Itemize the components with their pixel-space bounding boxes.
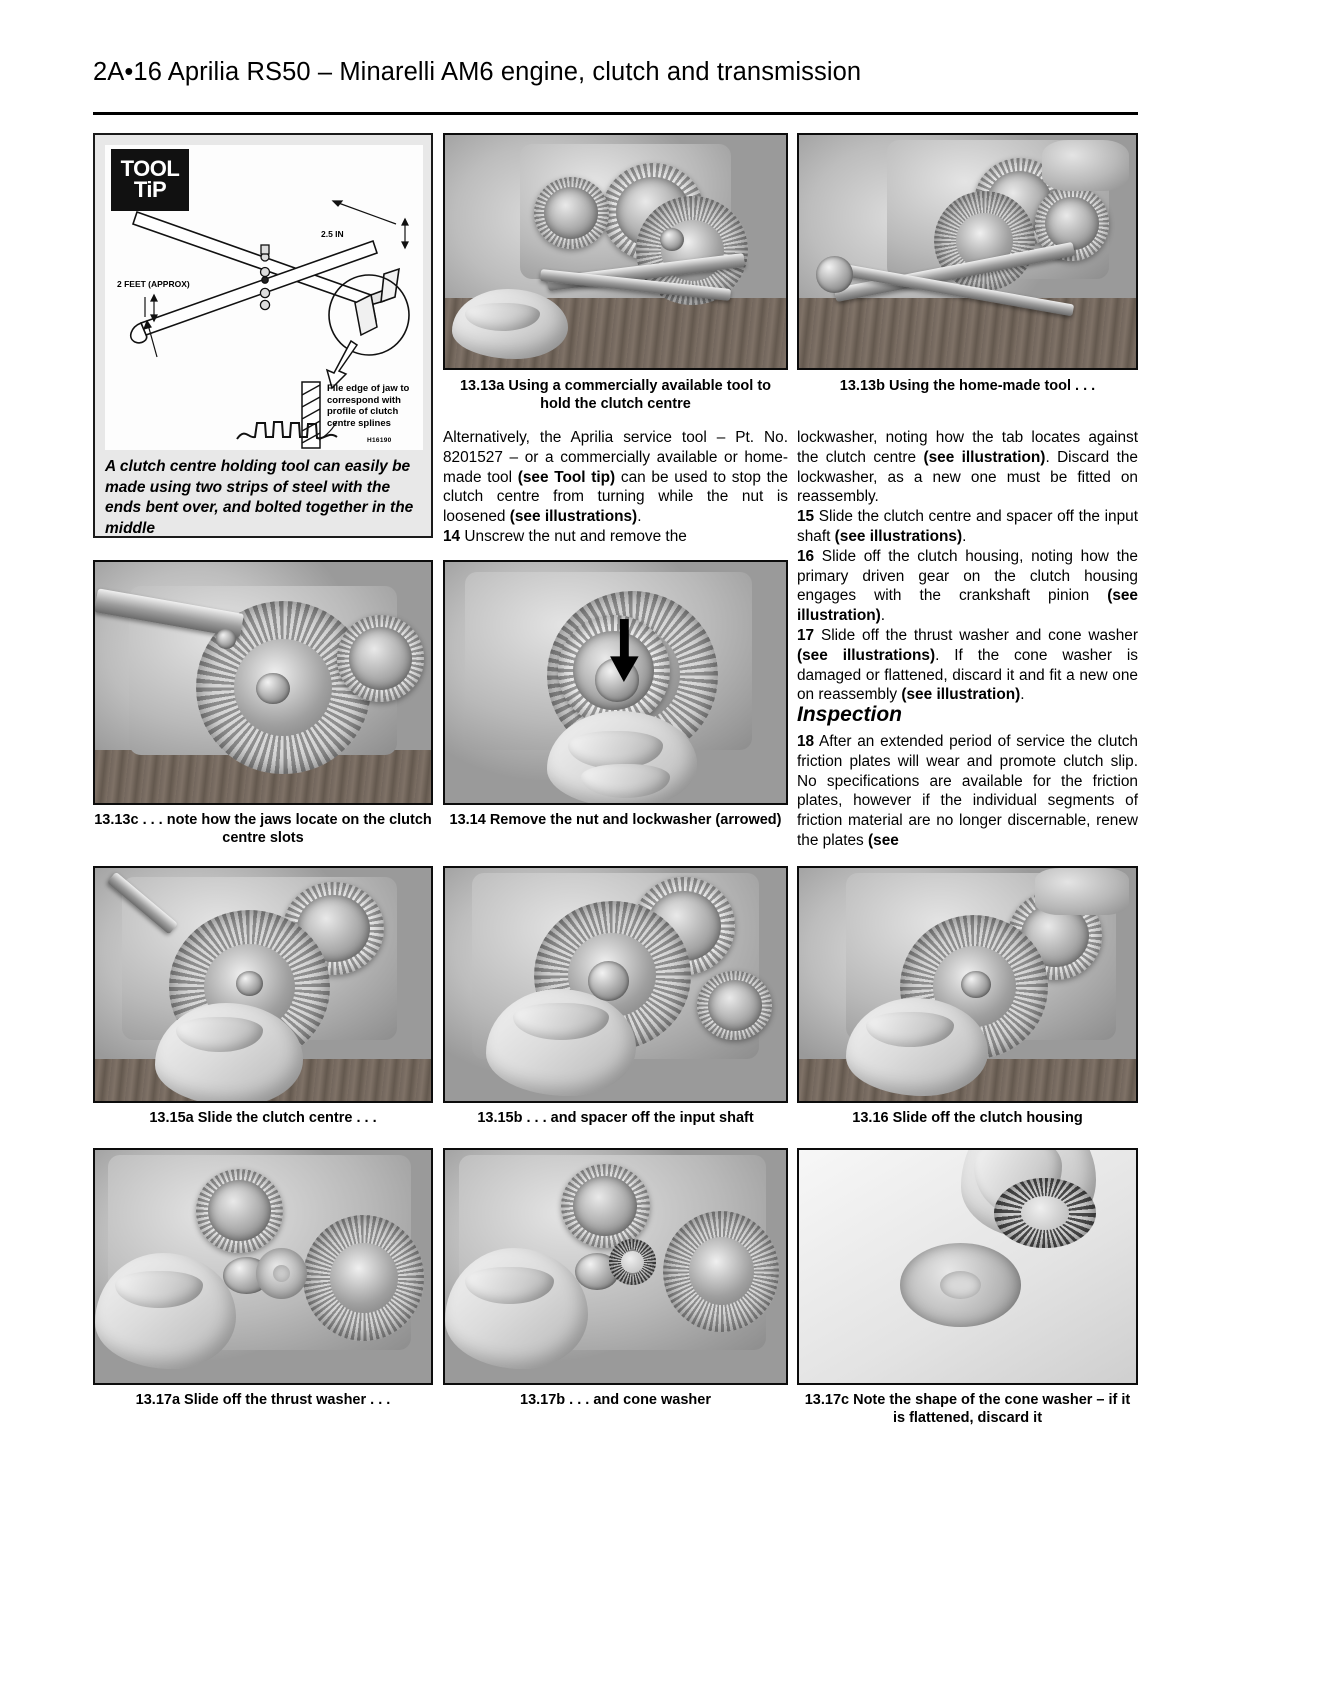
photo-13-17c-scene: [799, 1150, 1136, 1383]
header-divider: [93, 112, 1138, 115]
step-16-text-a: Slide off the clutch housing, noting how the primary driven gear on the clutch housing engages with the crankshaft pinion: [797, 547, 1138, 605]
tool-file-note: File edge of jaw to correspond with profile of clutch centre splines: [327, 383, 410, 429]
photo-13-15b: [443, 866, 788, 1103]
photo-13-17a-scene: [95, 1150, 431, 1383]
alt-text-b: (see Tool tip): [517, 468, 616, 486]
photo-13-16: [797, 866, 1138, 1103]
arrow-13-14: [445, 562, 786, 803]
caption-13-13b: 13.13b Using the home-made tool . . .: [839, 378, 1096, 394]
paragraph-alternatively: [443, 428, 788, 527]
step-15-text-c: .: [962, 527, 967, 545]
photo-13-15b-scene: [445, 868, 786, 1101]
paragraph-step-17: [797, 626, 1138, 705]
cont-text-a: lockwasher, noting how the tab locates against the clutch centre: [797, 429, 1138, 466]
photo-13-13c-scene: [95, 562, 431, 803]
step-17-text-e: .: [1020, 686, 1025, 704]
step-16-text-b: (see illustration): [797, 587, 1138, 625]
step-18-number: 18: [797, 733, 815, 750]
tool-dimension-length: 2 FEET (APPROX): [117, 279, 190, 289]
paragraph-step-18: [797, 732, 1138, 851]
paragraph-step-14: [443, 527, 788, 547]
photo-13-13c: [93, 560, 433, 805]
photo-13-17b-scene: [445, 1150, 786, 1383]
alt-text-a: Alternatively, the Aprilia service tool – Pt. No. 8201527 – or a commercially available or home-made tool: [443, 429, 788, 486]
step-17-text-b: (see illustrations): [797, 646, 936, 664]
step-15-text-a: Slide the clutch centre and spacer off the input shaft: [797, 508, 1138, 545]
photo-13-13b-scene: [799, 135, 1136, 368]
caption-13-17a: 13.17a Slide off the thrust washer . . .: [135, 1392, 391, 1408]
page-header: [93, 58, 1138, 87]
tool-tip-illustration: [105, 145, 423, 450]
step-18-text: After an extended period of service the clutch friction plates will wear and promote clutch slip. No specifications are available for the friction plates, however if the individual segments of friction material are no longer discernable, renew the plates: [797, 733, 1138, 849]
tool-tip-panel: [93, 133, 433, 538]
page-title: 2A•16 Aprilia RS50 – Minarelli AM6 engine, clutch and transmission: [93, 58, 862, 86]
photo-13-15a: [93, 866, 433, 1103]
caption-13-16: 13.16 Slide off the clutch housing: [852, 1110, 1083, 1126]
paragraph-step-16: [797, 547, 1138, 626]
alt-text-c: can be used to stop the clutch centre from turning while the nut is loosened: [443, 468, 788, 526]
caption-13-14: 13.14 Remove the nut and lockwasher (arrowed): [449, 812, 782, 828]
caption-13-15b: 13.15b . . . and spacer off the input shaft: [477, 1110, 754, 1126]
photo-13-15a-scene: [95, 868, 431, 1101]
caption-13-15a: 13.15a Slide the clutch centre . . .: [149, 1110, 377, 1126]
step-15-text-b: (see illustrations): [834, 527, 963, 545]
tool-tip-badge-line1: TOOL: [120, 156, 180, 182]
body-text-right: [797, 428, 1138, 705]
photo-13-17a: [93, 1148, 433, 1385]
figure-reference-code: H16190: [367, 437, 392, 444]
tool-dimension-width: 2.5 IN: [321, 229, 344, 239]
step-16-text-c: .: [880, 607, 886, 625]
caption-13-13a: 13.13a Using a commercially available tool to hold the clutch centre: [459, 378, 772, 412]
photo-13-13b: [797, 133, 1138, 370]
tool-tip-caption: A clutch centre holding tool can easily be made using two strips of steel with the ends bent over, and bolted together in the middle: [105, 458, 414, 537]
alt-text-e: .: [637, 508, 642, 526]
alt-text-d: (see illustrations): [509, 508, 638, 526]
section-heading-inspection: Inspection: [797, 703, 903, 726]
photo-13-16-scene: [799, 868, 1136, 1101]
photo-13-13a: [443, 133, 788, 370]
step-17-text-d: (see illustration): [901, 686, 1021, 704]
paragraph-lockwasher-cont: [797, 428, 1138, 507]
cont-text-b: (see illustration): [923, 448, 1046, 466]
step-16-number: 16: [797, 547, 815, 565]
photo-13-14: [443, 560, 788, 805]
tool-tip-badge-line2: TiP: [133, 177, 167, 202]
paragraph-step-15: [797, 507, 1138, 547]
step-15-number: 15: [797, 508, 815, 526]
photo-13-13a-scene: [445, 135, 786, 368]
caption-13-17c: 13.17c Note the shape of the cone washer – if it is flattened, discard it: [804, 1392, 1131, 1426]
spline-profile-svg: [105, 413, 423, 453]
body-text-middle: [443, 428, 788, 547]
caption-13-13c: 13.13c . . . note how the jaws locate on the clutch centre slots: [94, 812, 432, 846]
step-14-text: Unscrew the nut and remove the: [460, 527, 687, 545]
photo-13-17c: [797, 1148, 1138, 1385]
step-17-number: 17: [797, 626, 815, 644]
body-text-inspection: [797, 732, 1138, 851]
cont-text-c: . Discard the lockwasher, as a new one must be fitted on reassembly.: [797, 448, 1138, 506]
photo-13-14-scene: [445, 562, 786, 803]
step-17-text-a: Slide off the thrust washer and cone washer: [814, 626, 1138, 644]
step-14-number: 14: [443, 527, 461, 545]
step-18-tail: (see: [868, 831, 899, 849]
caption-13-17b: 13.17b . . . and cone washer: [520, 1392, 711, 1408]
step-17-text-c: . If the cone washer is damaged or flattened, discard it and fit a new one on reassembly: [797, 646, 1138, 704]
photo-13-17b: [443, 1148, 788, 1385]
